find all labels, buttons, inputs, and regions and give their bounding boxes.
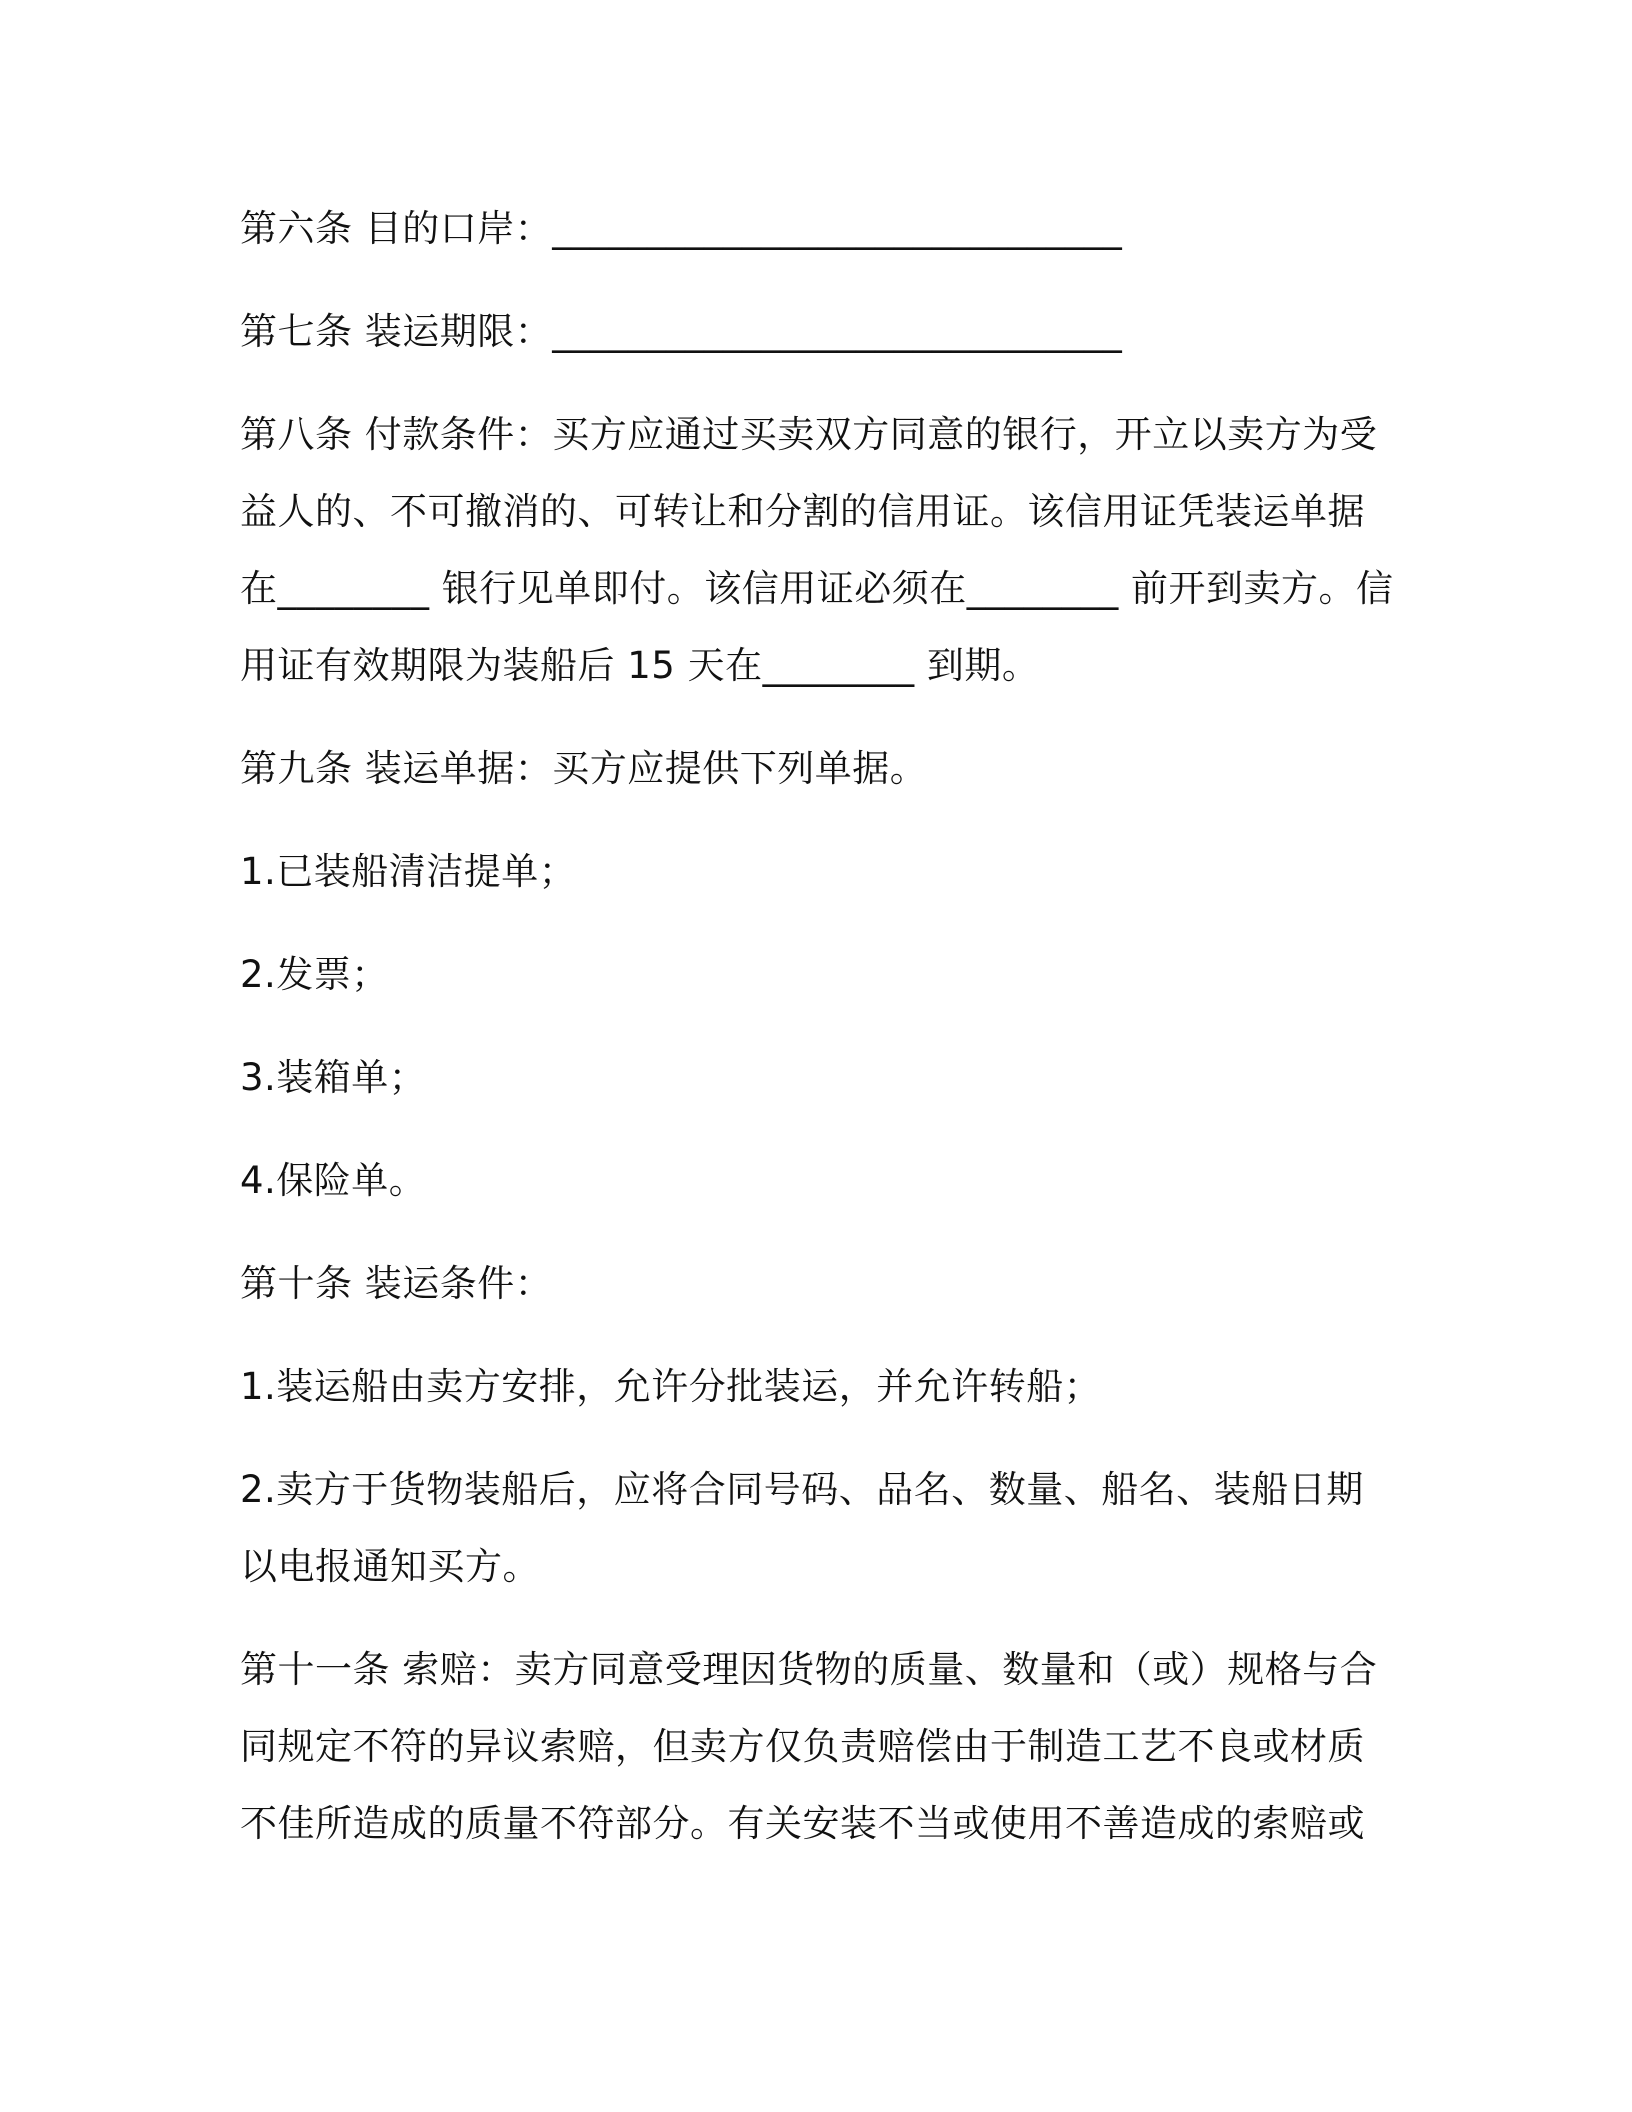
document-item-insurance-policy: 4.保险单。	[240, 1159, 427, 1202]
article-6-destination-port: 第六条 目的口岸：______________________________	[240, 207, 1123, 250]
article-9-shipping-documents: 第九条 装运单据：买方应提供下列单据。	[240, 747, 928, 790]
document-item-invoice: 2.发票；	[240, 953, 389, 996]
article-7-shipment-period: 第七条 装运期限：______________________________	[240, 310, 1123, 353]
article-10-shipping-conditions: 第十条 装运条件：	[240, 1262, 553, 1305]
shipping-condition-1: 1.装运船由卖方安排，允许分批装运，并允许转船；	[240, 1365, 1102, 1408]
document-item-bill-of-lading: 1.已装船清洁提单；	[240, 850, 577, 893]
article-11-claims: 第十一条 索赔：卖方同意受理因货物的质量、数量和（或）规格与合同规定不符的异议索赔，但卖方仅负责赔偿由于制造工艺不良或材质不佳所造成的质量不符部分。有关安装不当或使用不善造成的索赔或	[240, 1648, 1378, 1845]
shipping-condition-2: 2.卖方于货物装船后，应将合同号码、品名、数量、船名、装船日期以电报通知买方。	[240, 1468, 1364, 1588]
document-page	[240, 190, 1400, 1888]
article-8-payment-terms: 第八条 付款条件：买方应通过买卖双方同意的银行，开立以卖方为受益人的、不可撤消的、可转让和分割的信用证。该信用证凭装运单据在________ 银行见单即付。该信用证必须在________ 前开到卖方。信用证有效期限为装船后 15 天在________ 到期。	[240, 413, 1394, 687]
document-item-packing-list: 3.装箱单；	[240, 1056, 427, 1099]
